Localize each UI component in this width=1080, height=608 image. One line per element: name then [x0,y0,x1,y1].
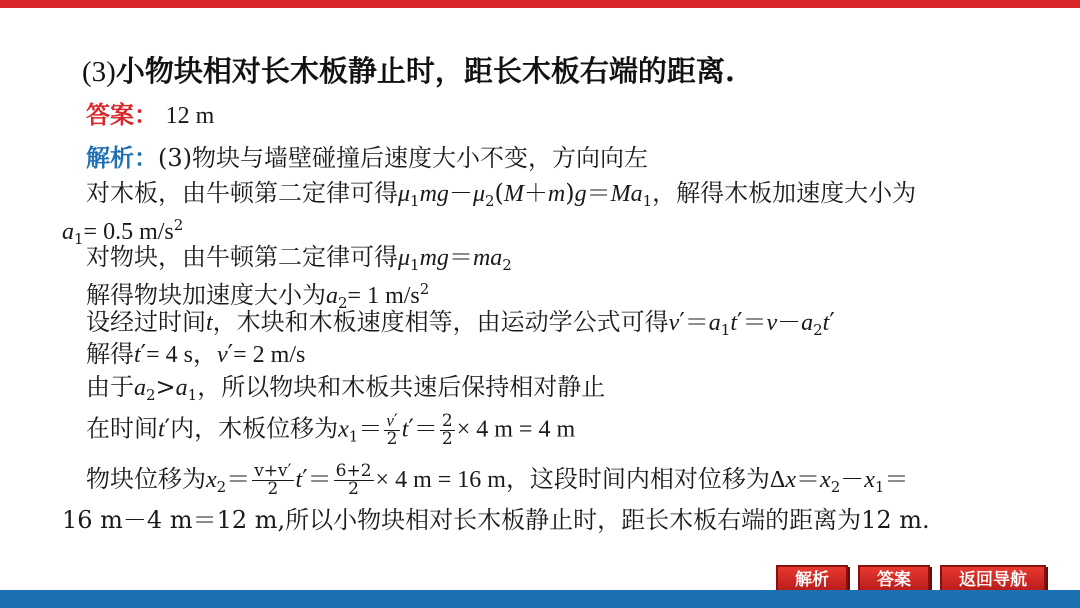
solution-line-1: 解析：(3)物块与墙壁碰撞后速度大小不变，方向向左 [86,143,648,172]
back-to-nav-button[interactable]: 返回导航 [940,565,1046,593]
fraction-vsum-over-2: $\frac{v+v'}{2}$ [254,461,292,499]
solution-line-8: 由于$a_2>a_1$，所以物块和木板共速后保持相对静止 [86,373,606,404]
bottom-accent-bar [0,590,1080,608]
solution-line-3: $a_1= 0.5$ $m/s^2$ [62,216,184,248]
top-accent-bar [0,0,1080,8]
solution-line-5: 解得物块加速度大小为$a_2= 1$ $m/s^2$ [86,280,430,312]
nav-bar [776,565,1046,593]
solution-line-7: 解得t′= 4 s，v′= 2 m/s [86,340,306,368]
fraction-v-over-2: $\frac{v'}{2}$ [386,411,398,449]
analysis-button[interactable]: 解析 [776,565,848,593]
answer-button[interactable]: 答案 [858,565,930,593]
solution-line-9: 在时间t′内，木板位移为$x_1=$ $\frac{v'}{2}$ t′＝ $\frac{2}{2}$ × 4 m = 4 m [86,410,576,449]
answer-line [86,100,214,131]
solution-line-11: 16 m－4 m＝12 m,所以小物块相对长木板静止时，距长木板右端的距离为12 m. [62,506,930,534]
answer-value: 12 m [165,103,215,129]
fraction-2-over-2: $\frac{2}{2}$ [441,410,453,449]
solution-line-6: 设经过时间t，木块和木板速度相等，由运动学公式可得$v'=a_1t'=v-a_2t'$ [86,308,835,339]
solution-line-4: 对物块，由牛顿第二定律可得$\mu_1mg=ma_2$ [86,243,512,274]
solution-label: 解析： [86,143,158,172]
answer-label: 答案： [86,100,158,129]
fraction-8-over-2: $\frac{6+2}{2}$ [335,461,372,499]
question-title: (3)小物块相对长木板静止时，距长木板右端的距离. [82,54,735,88]
solution-line-10: 物块位移为$x_2=$ $\frac{v+v'}{2}$ t′＝ $\frac{6+2}{2}$ × 4 m = 16 m，这段时间内相对位移为$\Delta x=x_2-x_1=$ [86,461,909,499]
solution-line-2: 对木板，由牛顿第二定律可得$\mu_1mg-\mu_2(M+m)g=Ma_1$，解得木板加速度大小为 [86,179,917,210]
